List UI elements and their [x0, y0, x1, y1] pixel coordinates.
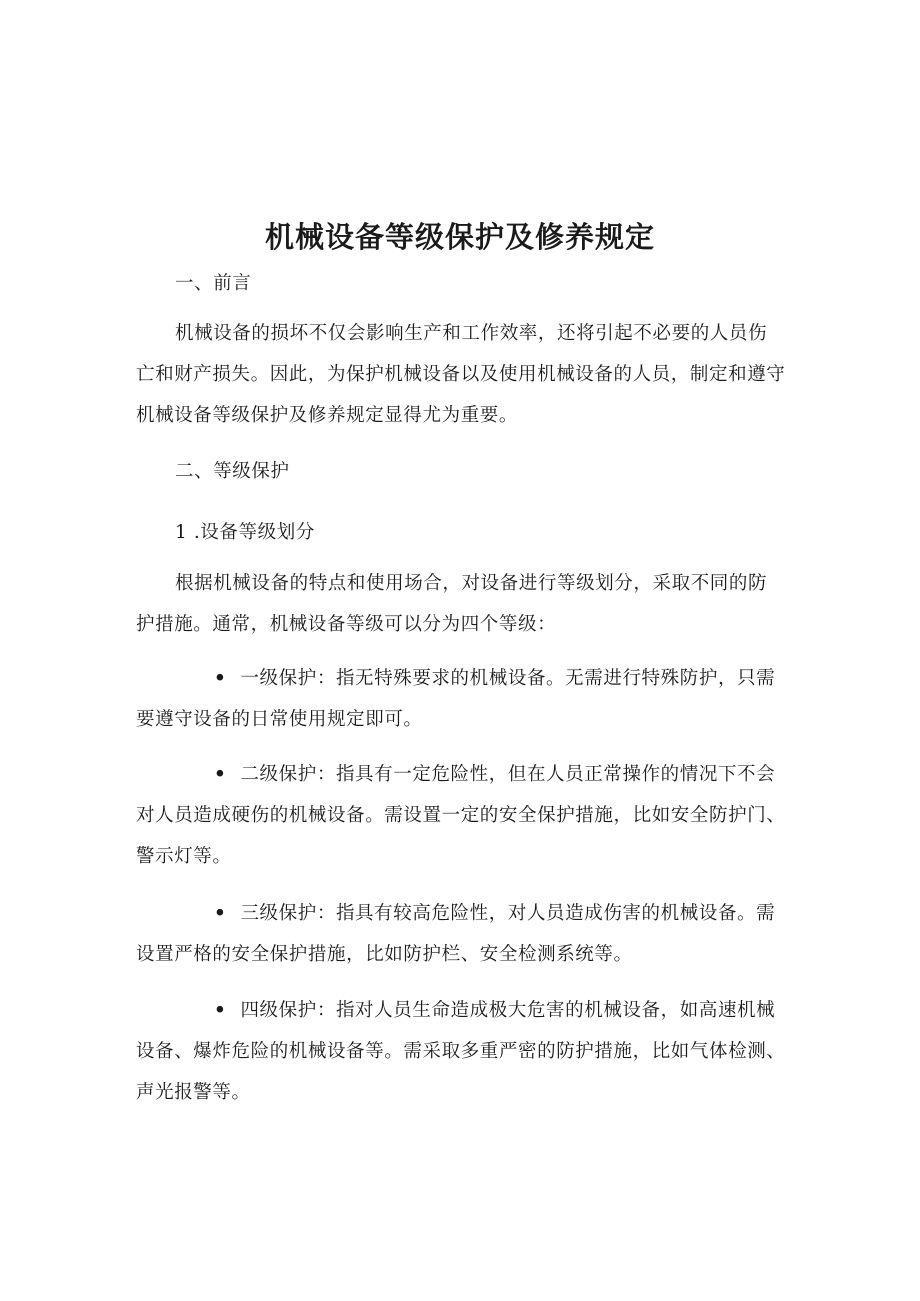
level-item-4 [136, 990, 786, 1113]
bullet-icon: • [214, 668, 227, 689]
level-item-3 [136, 893, 786, 975]
level-item-2-text: 二级保护：指具有一定危险性，但在人员正常操作的情况下不会对人员造成硬伤的机械设备。需设置一定的安全保护措施，比如安全防护门、警示灯等。 [136, 764, 786, 867]
subsection-heading-classification: 1 .设备等级划分 [175, 522, 315, 543]
level-item-3-text: 三级保护：指具有较高危险性，对人员造成伤害的机械设备。需设置严格的安全保护措施，比如防护栏、安全检测系统等。 [136, 903, 776, 965]
level-item-2 [136, 754, 786, 877]
bullet-icon: • [214, 903, 227, 924]
intro-paragraph: 机械设备的损坏不仅会影响生产和工作效率，还将引起不必要的人员伤亡和财产损失。因此，为保护机械设备以及使用机械设备的人员，制定和遵守机械设备等级保护及修养规定显得尤为重要。 [136, 323, 786, 426]
page-title: 机械设备等级保护及修养规定 [264, 220, 655, 254]
bullet-icon: • [214, 1000, 227, 1021]
classification-paragraph: 根据机械设备的特点和使用场合，对设备进行等级划分，采取不同的防护措施。通常，机械设备等级可以分为四个等级： [136, 573, 768, 635]
section-heading-protection-levels: 二、等级保护 [175, 461, 290, 482]
level-item-1 [136, 658, 786, 740]
level-item-4-text: 四级保护：指对人员生命造成极大危害的机械设备，如高速机械设备、爆炸危险的机械设备等。需采取多重严密的防护措施，比如气体检测、声光报警等。 [136, 1000, 786, 1103]
bullet-icon: • [214, 764, 227, 785]
level-item-1-text: 一级保护：指无特殊要求的机械设备。无需进行特殊防护，只需要遵守设备的日常使用规定即可。 [136, 668, 776, 730]
section-heading-preface: 一、前言 [175, 273, 252, 294]
